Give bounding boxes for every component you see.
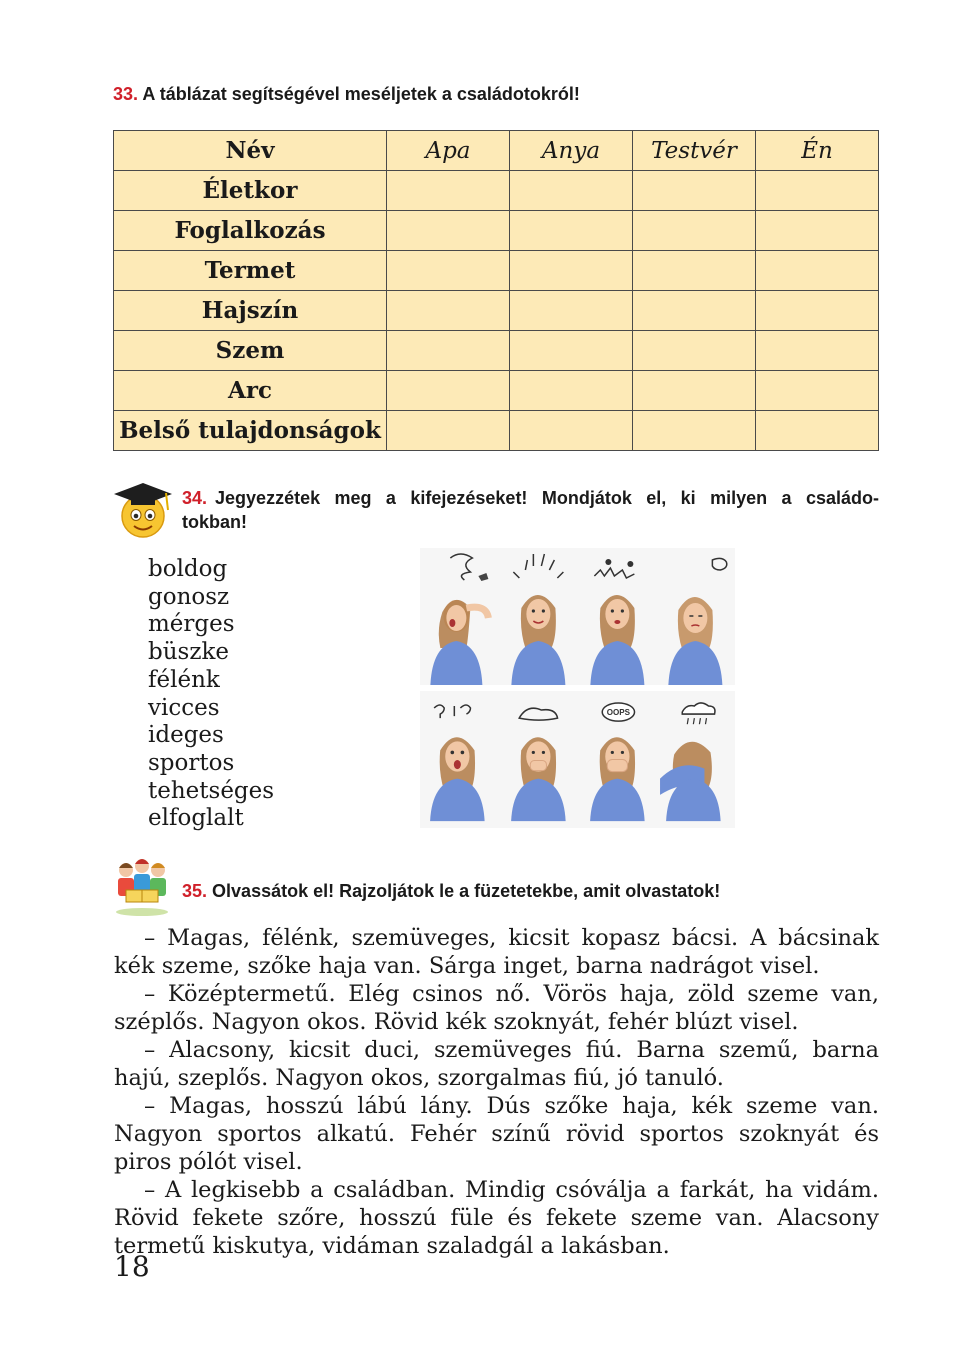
header-testver: Testvér: [633, 131, 756, 171]
table-row: [114, 251, 879, 291]
photo-oops-girl: [578, 691, 657, 828]
oops-bubble-text: OOPS: [606, 708, 630, 718]
task-34-number: 34.: [182, 488, 208, 508]
task-34-instruction-cont: tokban!: [182, 512, 247, 532]
table-cell[interactable]: [510, 371, 633, 411]
photo-worried-girl: [499, 691, 578, 828]
row-label-szem: Szem: [114, 331, 387, 371]
table-cell[interactable]: [756, 331, 879, 371]
table-cell[interactable]: [633, 251, 756, 291]
reading-text: [114, 924, 879, 1260]
table-cell[interactable]: [387, 211, 510, 251]
header-nev: Név: [114, 131, 387, 171]
table-cell[interactable]: [510, 211, 633, 251]
photo-shouting-girl: [420, 548, 499, 685]
header-anya: Anya: [510, 131, 633, 171]
table-row: [114, 371, 879, 411]
task-34-heading: [182, 486, 879, 534]
list-item: elfoglalt: [148, 805, 244, 832]
table-cell[interactable]: [633, 371, 756, 411]
list-item: gonosz: [148, 583, 230, 610]
task-35-instruction: Olvassátok el! Rajzoljátok le a füzetetekbe, amit olvastatok!: [212, 881, 721, 901]
task-33-number: 33.: [113, 84, 139, 104]
table-cell[interactable]: [510, 251, 633, 291]
family-table: [113, 130, 879, 451]
table-cell[interactable]: [387, 331, 510, 371]
table-cell[interactable]: [756, 251, 879, 291]
table-row: [114, 331, 879, 371]
table-row: [114, 291, 879, 331]
reading-kids-icon: [112, 856, 172, 918]
table-cell[interactable]: [756, 211, 879, 251]
list-item: ideges: [148, 722, 224, 749]
row-label-hajszin: Hajszín: [114, 291, 387, 331]
header-apa: Apa: [387, 131, 510, 171]
row-label-eletkor: Életkor: [114, 171, 387, 211]
table-header-row: [114, 131, 879, 171]
task-33-instruction: A táblázat segítségével meséljetek a családotokról!: [142, 84, 580, 104]
table-cell[interactable]: [387, 411, 510, 451]
list-item: vicces: [148, 694, 220, 721]
list-item: büszke: [148, 639, 230, 666]
header-en: Én: [756, 131, 879, 171]
list-item: félénk: [148, 666, 220, 693]
table-cell[interactable]: [510, 331, 633, 371]
row-label-belso-tulajdonsagok: Belső tulajdonságok: [114, 411, 387, 451]
table-cell[interactable]: [633, 291, 756, 331]
photo-angry-girl: [578, 548, 657, 685]
reading-paragraph: – Középtermetű. Elég csinos nő. Vörös haja, zöld szeme van, széplős. Nagyon okos. Rövid kék szoknyát, fehér blúzt visel.: [114, 981, 879, 1035]
list-item: tehetséges: [148, 777, 275, 804]
table-cell[interactable]: [510, 291, 633, 331]
table-cell[interactable]: [756, 371, 879, 411]
table-row: [114, 171, 879, 211]
table-cell[interactable]: [756, 171, 879, 211]
row-label-termet: Termet: [114, 251, 387, 291]
adjective-list: [148, 556, 274, 833]
row-label-foglalkozas: Foglalkozás: [114, 211, 387, 251]
photo-sad-girl: [656, 691, 735, 828]
reading-paragraph: – Magas, félénk, szemüveges, kicsit kopasz bácsi. A bácsinak kék szeme, szőke haja van. Sárga inget, barna nadrágot visel.: [114, 925, 879, 979]
row-label-arc: Arc: [114, 371, 387, 411]
table-cell[interactable]: [756, 291, 879, 331]
task-35-heading: [182, 879, 720, 903]
table-cell[interactable]: [387, 171, 510, 211]
reading-paragraph: – Magas, hosszú lábú lány. Dús szőke haja, kék szeme van. Nagyon sportos alkatú. Fehér színű rövid sportos szoknyát és piros pólót visel.: [114, 1093, 879, 1175]
table-cell[interactable]: [387, 251, 510, 291]
reading-paragraph: – Alacsony, kicsit duci, szemüveges fiú. Barna szemű, barna hajú, szeplős. Nagyon okos, szorgalmas fiú, jó tanuló.: [114, 1037, 879, 1091]
table-cell[interactable]: [633, 171, 756, 211]
page-number: 18: [114, 1250, 150, 1283]
table-cell[interactable]: [633, 211, 756, 251]
table-cell[interactable]: [387, 291, 510, 331]
table-cell[interactable]: [756, 411, 879, 451]
table-cell[interactable]: [633, 331, 756, 371]
table-cell[interactable]: [510, 411, 633, 451]
photo-shy-girl: [656, 548, 735, 685]
table-row: [114, 411, 879, 451]
photo-excited-girl: [499, 548, 578, 685]
table-cell[interactable]: [633, 411, 756, 451]
table-cell[interactable]: [510, 171, 633, 211]
table-row: [114, 211, 879, 251]
graduate-smiley-icon: [112, 478, 174, 540]
list-item: mérges: [148, 611, 235, 638]
list-item: boldog: [148, 556, 228, 582]
reading-paragraph: – A legkisebb a családban. Mindig csóválja a farkát, ha vidám. Rövid fekete szőre, hosszú füle és fekete szeme van. Alacsony termetű kiskutya, vidáman szaladgál a lakásban.: [114, 1177, 879, 1259]
task-34-line1: [182, 486, 879, 510]
task-34-instruction: Jegyezzétek meg a kifejezéseket! Mondjátok el, ki milyen a családo-: [215, 488, 879, 508]
emotions-photo-grid: [420, 548, 735, 828]
list-item: sportos: [148, 749, 235, 776]
task-33-heading: [113, 82, 580, 106]
table-cell[interactable]: [387, 371, 510, 411]
photo-surprised-girl: [420, 691, 499, 828]
task-35-number: 35.: [182, 881, 208, 901]
